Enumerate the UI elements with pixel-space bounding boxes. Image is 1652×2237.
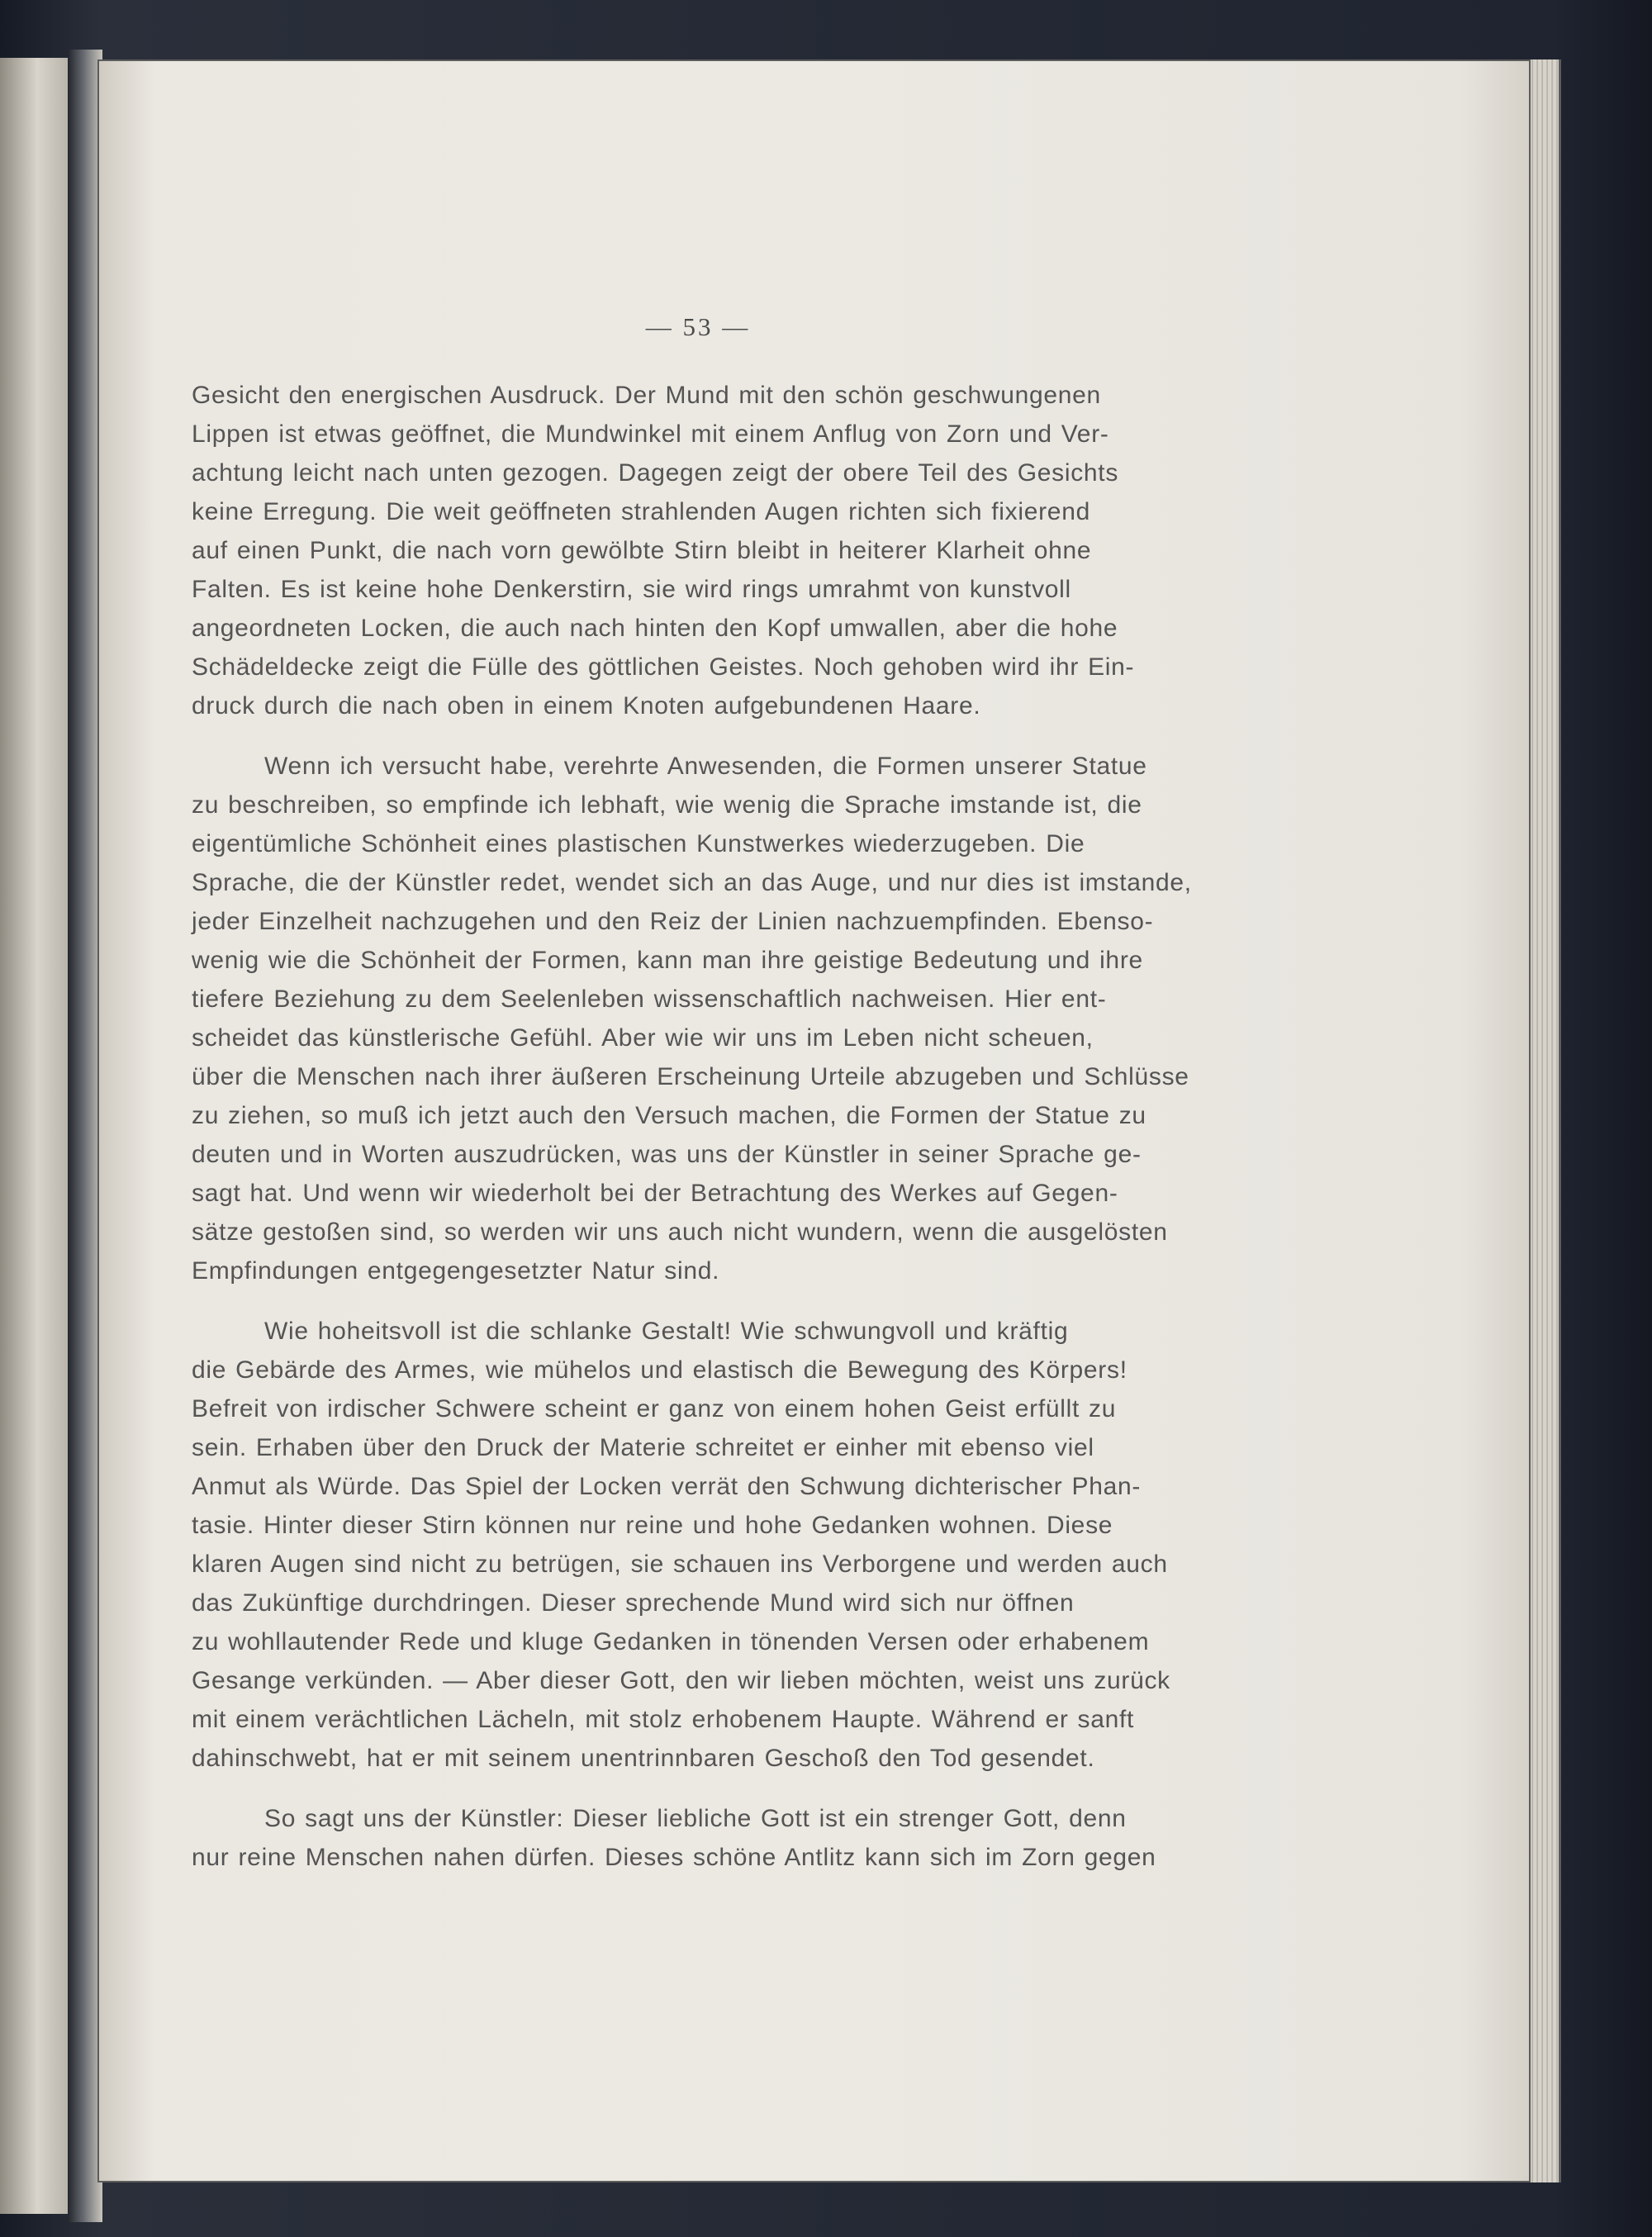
- text-line: angeordneten Locken, die auch nach hinten den Kopf umwallen, aber die hohe: [192, 615, 1118, 642]
- text-line: eigentümliche Schönheit eines plastischen Kunstwerkes wiederzugeben. Die: [192, 830, 1085, 857]
- text-line: druck durch die nach oben in einem Knoten aufgebundenen Haare.: [192, 692, 981, 720]
- text-line: Befreit von irdischer Schwere scheint er ganz von einem hohen Geist erfüllt zu: [192, 1395, 1117, 1422]
- page-number: — 53 —: [645, 312, 751, 341]
- text-line: klaren Augen sind nicht zu betrügen, sie schauen ins Verborgene und werden auch: [192, 1551, 1168, 1578]
- paragraph-1: [192, 376, 1198, 725]
- text-line: wenig wie die Schönheit der Formen, kann man ihre geistige Bedeutung und ihre: [192, 947, 1143, 974]
- text-line: über die Menschen nach ihrer äußeren Erscheinung Urteile abzugeben und Schlüsse: [192, 1063, 1189, 1090]
- text-line: jeder Einzelheit nachzugehen und den Reiz der Linien nachzuempfinden. Ebenso-: [192, 908, 1154, 935]
- text-line: scheidet das künstlerische Gefühl. Aber wie wir uns im Leben nicht scheuen,: [192, 1024, 1094, 1052]
- text-line-indented: Wenn ich versucht habe, verehrte Anwesenden, die Formen unserer Statue: [264, 753, 1147, 780]
- text-line: auf einen Punkt, die nach vorn gewölbte Stirn bleibt in heiterer Klarheit ohne: [192, 537, 1092, 564]
- text-line: deuten und in Worten auszudrücken, was uns der Künstler in seiner Sprache ge-: [192, 1141, 1142, 1168]
- text-line: zu beschreiben, so empfinde ich lebhaft, wie wenig die Sprache imstande ist, die: [192, 791, 1142, 819]
- text-line: mit einem verächtlichen Lächeln, mit stolz erhobenem Haupte. Während er sanft: [192, 1706, 1135, 1733]
- paragraph-3: [192, 1312, 1198, 1778]
- text-line: sein. Erhaben über den Druck der Materie schreitet er einher mit ebenso viel: [192, 1434, 1094, 1461]
- text-line: die Gebärde des Armes, wie mühelos und elastisch die Bewegung des Körpers!: [192, 1356, 1127, 1384]
- text-line: Gesange verkünden. — Aber dieser Gott, den wir lieben möchten, weist uns zurück: [192, 1667, 1170, 1694]
- paragraph-2: [192, 747, 1198, 1290]
- body-text: [192, 376, 1198, 1898]
- text-line: keine Erregung. Die weit geöffneten strahlenden Augen richten sich fixierend: [192, 498, 1090, 525]
- text-line: Sprache, die der Künstler redet, wendet sich an das Auge, und nur dies ist imstande,: [192, 869, 1192, 896]
- text-line: sätze gestoßen sind, so werden wir uns auch nicht wundern, wenn die ausgelösten: [192, 1218, 1168, 1246]
- text-line: Empfindungen entgegengesetzter Natur sind.: [192, 1257, 720, 1285]
- text-line: achtung leicht nach unten gezogen. Dagegen zeigt der obere Teil des Gesichts: [192, 459, 1119, 487]
- left-page-edge: [0, 58, 71, 2214]
- text-line: dahinschwebt, hat er mit seinem unentrinnbaren Geschoß den Tod gesendet.: [192, 1745, 1095, 1772]
- text-line: nur reine Menschen nahen dürfen. Dieses schöne Antlitz kann sich im Zorn gegen: [192, 1844, 1156, 1871]
- text-line: zu wohllautender Rede und kluge Gedanken in tönenden Versen oder erhabenem: [192, 1628, 1150, 1655]
- text-line: Anmut als Würde. Das Spiel der Locken verrät den Schwung dichterischer Phan-: [192, 1473, 1142, 1500]
- text-line: tiefere Beziehung zu dem Seelenleben wissenschaftlich nachweisen. Hier ent-: [192, 986, 1107, 1013]
- text-line: Gesicht den energischen Ausdruck. Der Mund mit den schön geschwungenen: [192, 382, 1101, 409]
- text-line-indented: Wie hoheitsvoll ist die schlanke Gestalt! Wie schwungvoll und kräftig: [264, 1318, 1069, 1345]
- text-line: Schädeldecke zeigt die Fülle des göttlichen Geistes. Noch gehoben wird ihr Ein-: [192, 653, 1135, 681]
- text-line: tasie. Hinter dieser Stirn können nur reine und hohe Gedanken wohnen. Diese: [192, 1512, 1113, 1539]
- text-line: zu ziehen, so muß ich jetzt auch den Versuch machen, die Formen der Statue zu: [192, 1102, 1146, 1129]
- text-line: Lippen ist etwas geöffnet, die Mundwinkel mit einem Anflug von Zorn und Ver-: [192, 420, 1109, 448]
- text-line-indented: So sagt uns der Künstler: Dieser liebliche Gott ist ein strenger Gott, denn: [264, 1805, 1127, 1832]
- text-line: das Zukünftige durchdringen. Dieser sprechende Mund wird sich nur öffnen: [192, 1589, 1075, 1617]
- paragraph-4: [192, 1799, 1198, 1877]
- text-line: sagt hat. Und wenn wir wiederholt bei der Betrachtung des Werkes auf Gegen-: [192, 1180, 1118, 1207]
- text-line: Falten. Es ist keine hohe Denkerstirn, sie wird rings umrahmt von kunstvoll: [192, 576, 1071, 603]
